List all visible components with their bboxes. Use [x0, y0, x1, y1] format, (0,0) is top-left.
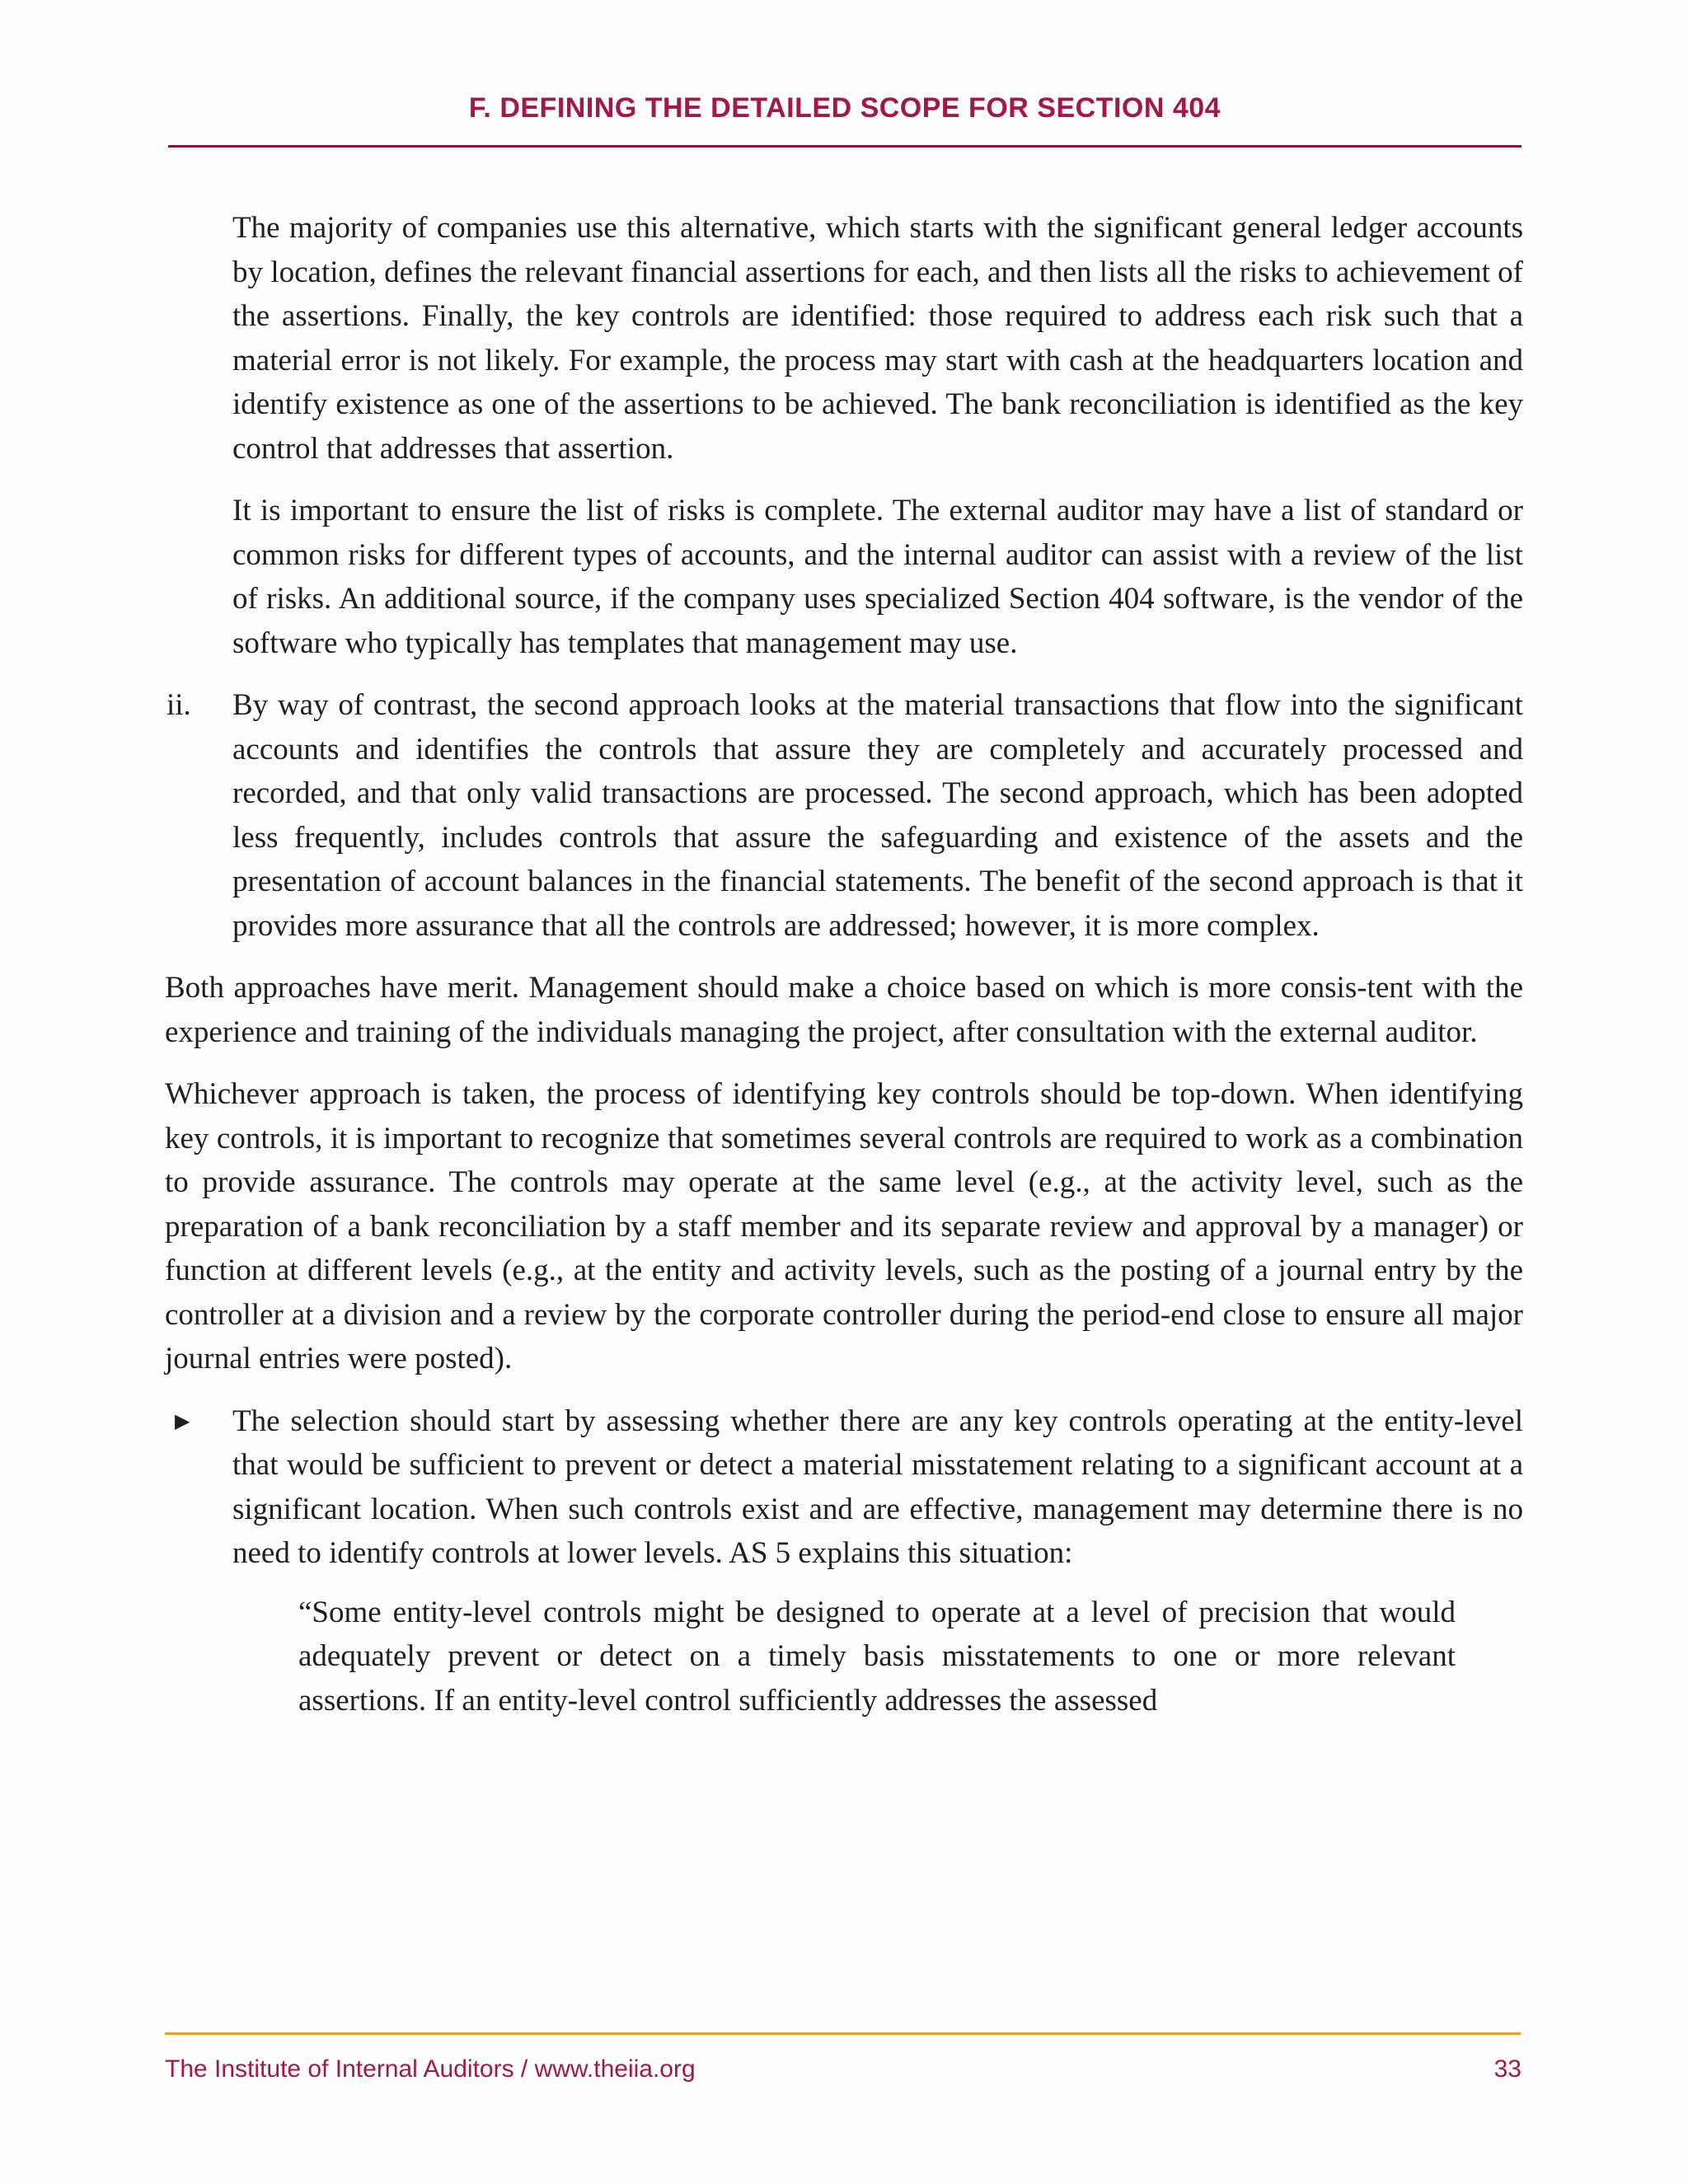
block-quote: “Some entity-level controls might be designed to operate at a level of precision that would adequately prevent or detect on a timely basis misstatements to one or more relevant assertions. If an entity-level control sufficiently addresses the assessed: [298, 1595, 1456, 1718]
list-marker-ii: ii.: [166, 688, 191, 722]
footer-divider: [165, 2032, 1521, 2035]
paragraph-both-approaches: Both approaches have merit. Management should make a choice based on which is more consis-tent with the experience and training of the individuals managing the project, after consultation with the external auditor.: [165, 971, 1523, 1049]
page-number: 33: [1493, 2055, 1522, 2083]
bullet-item-selection: [165, 1399, 1523, 1576]
paragraph-risk-list: It is important to ensure the list of risks is complete. The external auditor may have a list of standard or common risks for different types of accounts, and the internal auditor can assist with a review of the list of risks. An additional source, if the company uses specialized Section 404 software, is the vendor of the software who typically has templates that management may use.: [232, 494, 1523, 660]
page-body: [165, 206, 1523, 1722]
footer-source: The Institute of Internal Auditors / www.theiia.org: [165, 2055, 696, 2083]
bullet-item-text: The selection should start by assessing whether there are any key controls operating at the entity-level that would be sufficient to prevent or detect a material misstatement relating to a significant account at a significant location. When such controls exist and are effective, management may determine there is no need to identify controls at lower levels. AS 5 explains this situation:: [232, 1404, 1523, 1570]
page-header: F. DEFINING THE DETAILED SCOPE FOR SECTION 404: [468, 92, 1221, 124]
paragraph-top-down: Whichever approach is taken, the process of identifying key controls should be top-down. When identifying key controls, it is important to recognize that sometimes several controls are required to work as a combination to provide assurance. The controls may operate at the same level (e.g., at the activity level, such as the preparation of a bank reconciliation by a staff member and its separate review and approval by a manager) or function at different levels (e.g., at the entity and activity levels, such as the posting of a journal entry by the controller at a division and a review by the corporate controller during the period-end close to ensure all major journal entries were posted).: [165, 1077, 1523, 1376]
paragraph-first-approach: The majority of companies use this alternative, which starts with the significant general ledger accounts by location, defines the relevant financial assertions for each, and then lists all the risks to achievement of the assertions. Finally, the key controls are identified: those required to address each risk such that a material error is not likely. For example, the process may start with cash at the headquarters location and identify existence as one of the assertions to be achieved. The bank reconciliation is identified as the key control that addresses that assertion.: [232, 211, 1523, 466]
list-item-ii: [165, 683, 1523, 948]
header-divider: [168, 145, 1522, 148]
list-item-ii-text: By way of contrast, the second approach looks at the material transactions that flow into the significant accounts and identifies the controls that assure they are completely and accurately processed and recorded, and that only valid transactions are processed. The second approach, which has been adopted less frequently, includes controls that assure the safeguarding and existence of the assets and the presentation of account balances in the financial statements. The benefit of the second approach is that it provides more assurance that all the controls are addressed; however, it is more complex.: [232, 688, 1523, 943]
bullet-arrow-icon: ▶: [175, 1408, 190, 1432]
